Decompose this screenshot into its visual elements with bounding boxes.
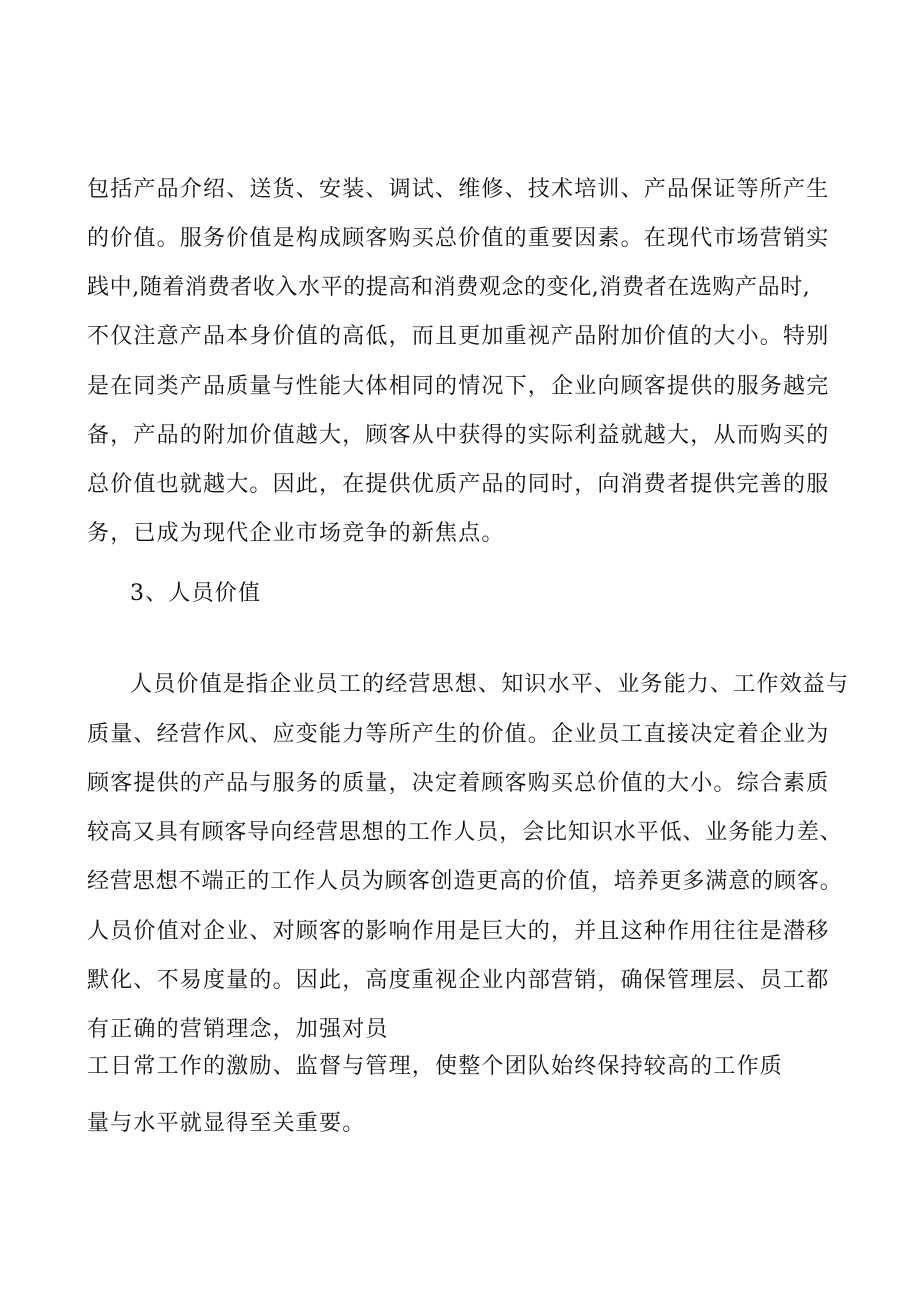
paragraph-line: 的价值。服务价值是构成顾客购买总价值的重要因素。在现代市场营销实: [87, 226, 830, 251]
paragraph-line: 不仅注意产品本身价值的高低，而且更加重视产品附加价值的大小。特别: [87, 324, 830, 349]
section-heading: 3、人员价值: [130, 581, 262, 606]
paragraph-line: 备，产品的附加价值越大，顾客从中获得的实际利益就越大，从而购买的: [87, 423, 830, 448]
paragraph-line: 包括产品介绍、送货、安装、调试、维修、技术培训、产品保证等所产生: [87, 177, 830, 202]
paragraph-line: 践中,随着消费者收入水平的提高和消费观念的变化,消费者在选购产品时,: [87, 275, 811, 300]
paragraph-line: 人员价值对企业、对顾客的影响作用是巨大的，并且这种作用往往是潜移: [87, 919, 830, 944]
paragraph-line: 总价值也就越大。因此，在提供优质产品的同时，向消费者提供完善的服: [87, 472, 830, 497]
paragraph-line: 较高又具有顾客导向经营思想的工作人员，会比知识水平低、业务能力差、: [87, 820, 843, 845]
paragraph-line: 默化、不易度量的。因此，高度重视企业内部营销，确保管理层、员工都: [87, 968, 830, 993]
paragraph-line: 质量、经营作风、应变能力等所产生的价值。企业员工直接决定着企业为: [87, 722, 830, 747]
paragraph-line: 工日常工作的激励、监督与管理，使整个团队始终保持较高的工作质: [87, 1054, 784, 1079]
paragraph-line: 是在同类产品质量与性能大体相同的情况下，企业向顾客提供的服务越完: [87, 374, 830, 399]
paragraph-line: 人员价值是指企业员工的经营思想、知识水平、业务能力、工作效益与: [130, 672, 850, 697]
paragraph-line: 有正确的营销理念，加强对员: [87, 1017, 389, 1042]
paragraph-line: 经营思想不端正的工作人员为顾客创造更高的价值，培养更多满意的顾客。: [87, 869, 843, 894]
paragraph-line: 顾客提供的产品与服务的质量，决定着顾客购买总价值的大小。综合素质: [87, 771, 830, 796]
paragraph-line: 量与水平就显得至关重要。: [87, 1111, 366, 1136]
paragraph-line: 务，已成为现代企业市场竞争的新焦点。: [87, 521, 505, 546]
